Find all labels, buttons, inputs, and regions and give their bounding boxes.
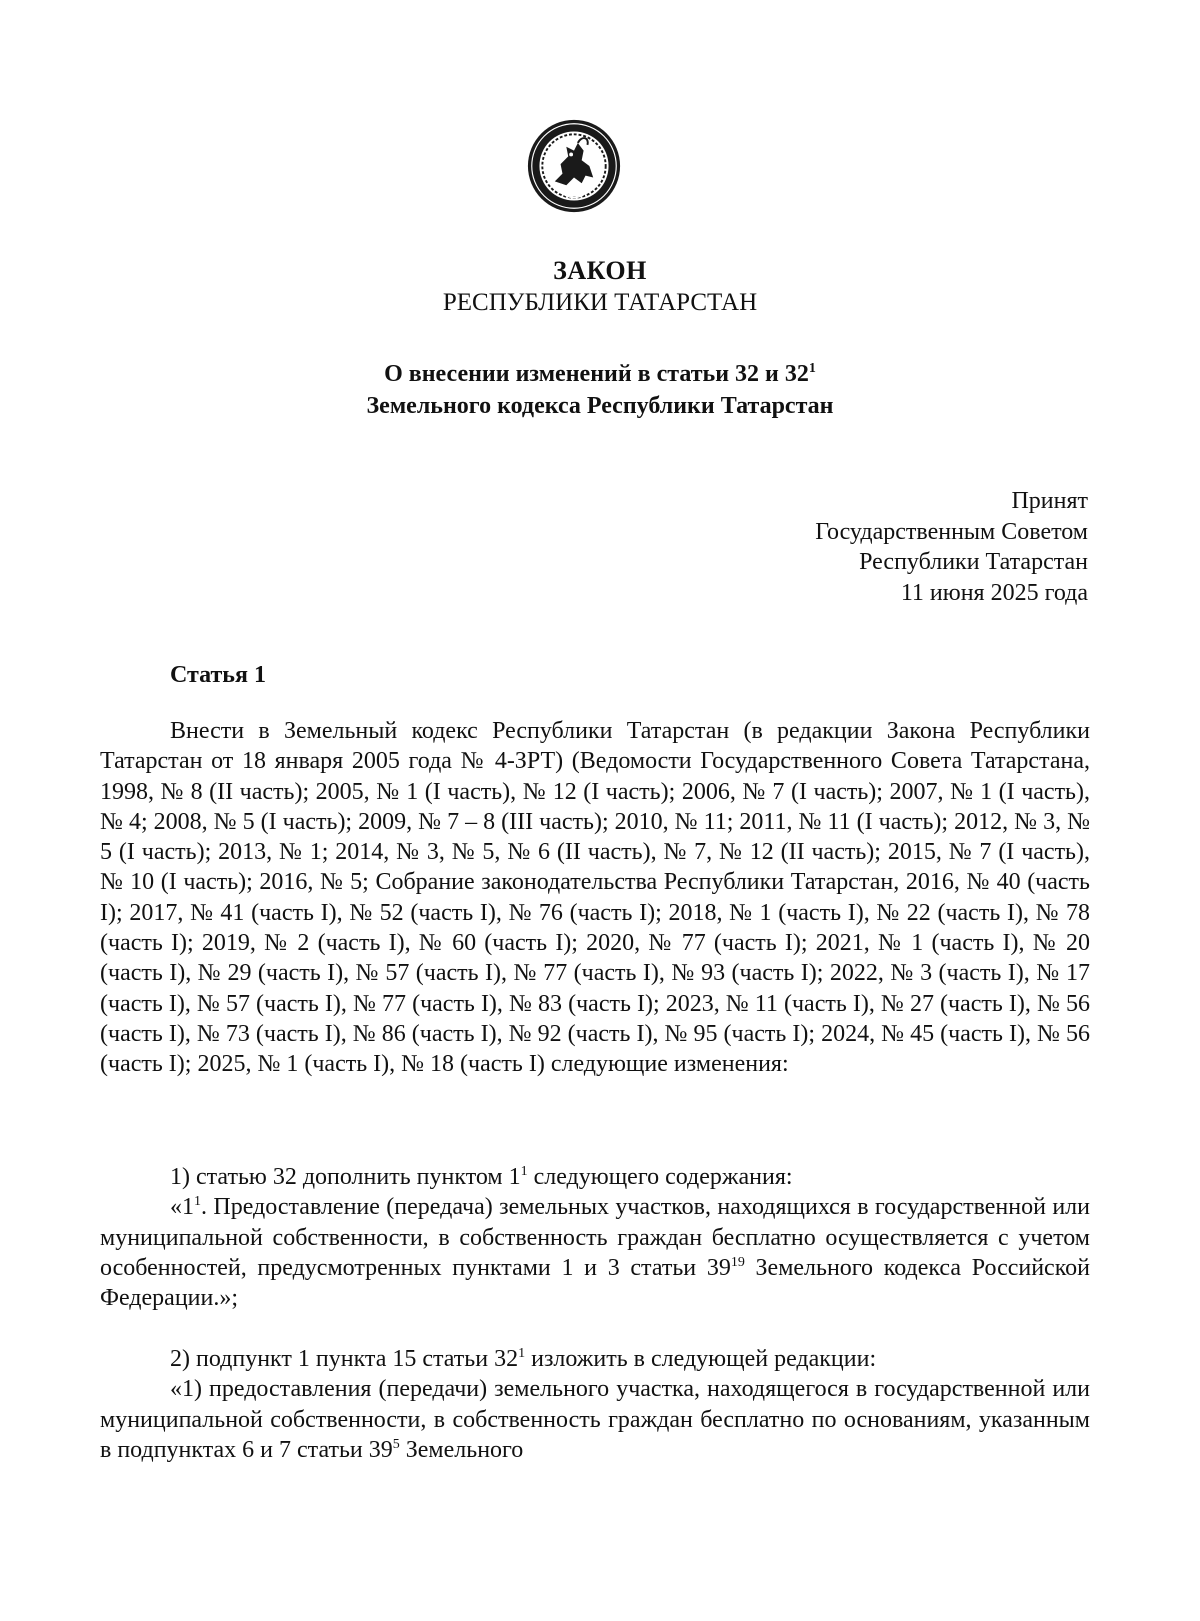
law-title: ЗАКОН (553, 256, 647, 285)
tatarstan-coat-of-arms-icon (526, 118, 622, 214)
adoption-line: Принят (1011, 488, 1088, 514)
amendment-item-1 (100, 1162, 1090, 1313)
intro-paragraph: Внести в Земельный кодекс Республики Татарстан (в редакции Закона Республики Татарстан от 18 января 2005 года № 4-ЗРТ) (Ведомости Государственного Совета Татарстана, 1998, № 8 (II часть); 2005, № 1 (I часть), № 12 (I часть); 2006, № 7 (I часть); 2007, № 1 (I часть), № 4; 2008, № 5 (I часть); 2009, № 7 – 8 (III часть); 2010, № 11; 2011, № 11 (I часть); 2012, № 3, № 5 (I часть); 2013, № 1; 2014, № 3, № 5, № 6 (II часть), № 7, № 12 (II часть); 2015, № 7 (I часть), № 10 (I часть); 2016, № 5; Собрание законодательства Республики Татарстан, 2016, № 40 (часть I); 2017, № 41 (часть I), № 52 (часть I), № 76 (часть I); 2018, № 1 (часть I), № 22 (часть I), № 78 (часть I); 2019, № 2 (часть I), № 60 (часть I); 2020, № 77 (часть I); 2021, № 1 (часть I), № 20 (часть I), № 29 (часть I), № 57 (часть I), № 77 (часть I), № 93 (часть I); 2022, № 3 (часть I), № 17 (часть I), № 57 (часть I), № 77 (часть I), № 83 (часть I); 2023, № 11 (часть I), № 27 (часть I), № 56 (часть I), № 73 (часть I), № 86 (часть I), № 92 (часть I), № 95 (часть I); 2024, № 45 (часть I), № 56 (часть I); 2025, № 1 (часть I), № 18 (часть I) следующие изменения: (100, 718, 1091, 1078)
amendment-item-2 (100, 1344, 1090, 1465)
adoption-line: Государственным Советом (815, 518, 1088, 545)
subject-line-1: О внесении изменений в статьи 32 и $32^1$ (384, 361, 816, 387)
adoption-block (815, 486, 1088, 608)
law-subject (100, 358, 1100, 422)
item-1-lead: 1) статью 32 дополнить пунктом $1^1$ следующего содержания: (170, 1164, 793, 1190)
item-2-quote: «1) предоставления (передачи) земельного участка, находящегося в государственной или муниципальной собственности, в собственность граждан бесплатно по основаниям, указанным в подпунктах 6 и 7 статьи $39^5$ Земельного (100, 1376, 1090, 1463)
adoption-line: Республики Татарстан (859, 549, 1088, 575)
adoption-date: 11 июня 2025 года (900, 579, 1088, 606)
article-intro (100, 716, 1090, 1080)
item-1-quote: «$1^1$. Предоставление (передача) земельных участков, находящихся в государственной или муниципальной собственности, в собственность граждан бесплатно осуществляется с учетом особенностей, предусмотренных пунктами 1 и 3 статьи $39^{19}$ Земельного кодекса Российской Федерации.»; (100, 1194, 1090, 1312)
law-subtitle: РЕСПУБЛИКИ ТАТАРСТАН (442, 289, 758, 316)
item-2-lead: 2) подпункт 1 пункта 15 статьи $32^1$ изложить в следующей редакции: (170, 1346, 877, 1372)
subject-line-2: Земельного кодекса Республики Татарстан (366, 393, 834, 419)
article-heading: Статья 1 (170, 662, 266, 688)
